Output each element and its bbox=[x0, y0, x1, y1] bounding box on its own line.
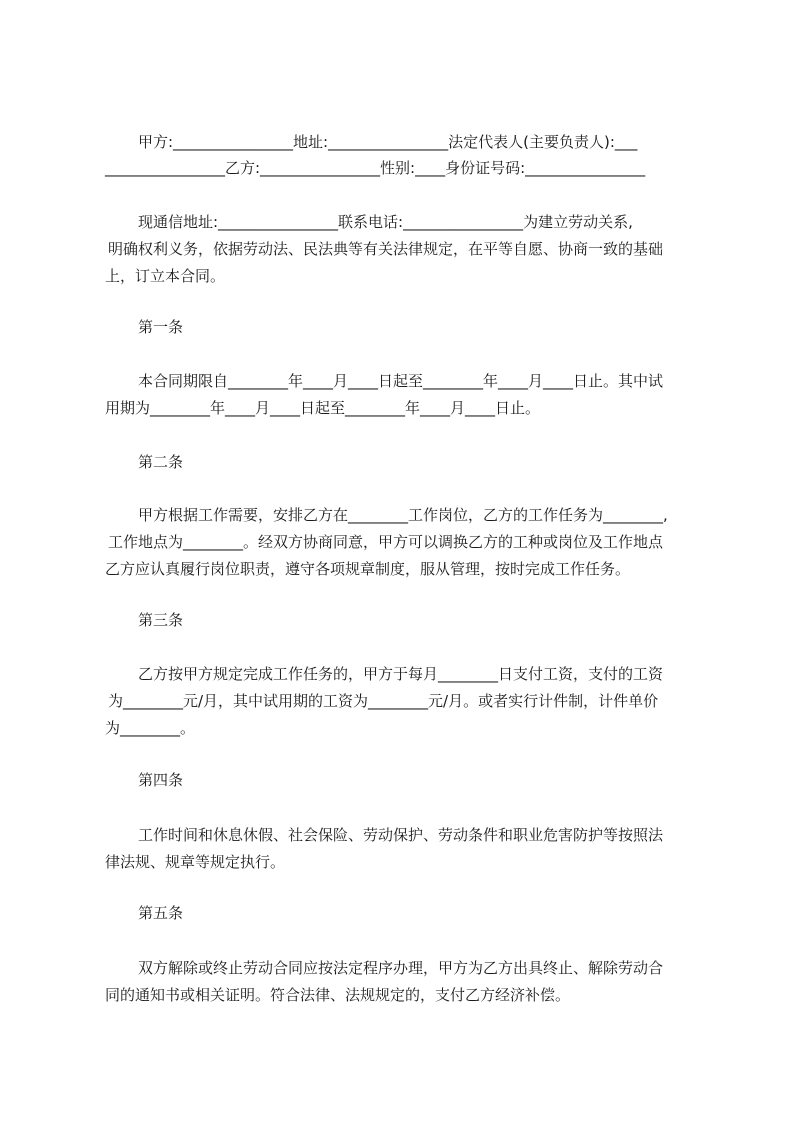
article-2-line-3: 乙方应认真履行岗位职责，遵守各项规章制度，服从管理，按时完成工作任务。 bbox=[105, 560, 631, 578]
contact-line-2: 明确权利义务，依据劳动法、民法典等有关法律规定，在平等自愿、协商一致的基础 bbox=[108, 240, 664, 258]
article-1-heading: 第一条 bbox=[138, 318, 184, 336]
contact-line-3: 上，订立本合同。 bbox=[105, 267, 226, 285]
article-5-heading: 第五条 bbox=[138, 904, 184, 922]
article-1-line-1: 本合同期限自________年____月____日起至________年____月____日止。其中试 bbox=[138, 372, 664, 390]
contact-line-1: 现通信地址:________________联系电话:________________为建立劳动关系, bbox=[138, 213, 633, 231]
article-5-line-1: 双方解除或终止劳动合同应按法定程序办理，甲方为乙方出具终止、解除劳动合 bbox=[138, 959, 664, 977]
article-1-line-2: 用期为________年____月____日起至________年____月____日止。 bbox=[105, 399, 541, 417]
parties-line-1: 甲方:________________地址:________________法定代表人(主要负责人):___ bbox=[138, 133, 638, 151]
parties-line-2: ________________乙方:________________性别:____身份证号码:________________ bbox=[105, 159, 646, 177]
article-2-heading: 第二条 bbox=[138, 453, 184, 471]
article-3-line-3: 为________。 bbox=[105, 719, 196, 737]
article-3-line-2: 为________元/月，其中试用期的工资为________元/月。或者实行计件制，计件单价 bbox=[108, 692, 659, 710]
article-2-line-1: 甲方根据工作需要，安排乙方在________工作岗位，乙方的工作任务为________, bbox=[138, 506, 668, 524]
article-4-line-2: 律法规、规章等规定执行。 bbox=[105, 853, 286, 871]
article-5-line-2: 同的通知书或相关证明。符合法律、法规规定的，支付乙方经济补偿。 bbox=[105, 986, 571, 1004]
article-4-heading: 第四条 bbox=[138, 771, 184, 789]
article-3-heading: 第三条 bbox=[138, 611, 184, 629]
article-2-line-2: 工作地点为________。经双方协商同意，甲方可以调换乙方的工种或岗位及工作地点 bbox=[108, 533, 664, 551]
article-3-line-1: 乙方按甲方规定完成工作任务的，甲方于每月________日支付工资，支付的工资 bbox=[138, 665, 664, 683]
article-4-line-1: 工作时间和休息休假、社会保险、劳动保护、劳动条件和职业危害防护等按照法 bbox=[138, 826, 664, 844]
